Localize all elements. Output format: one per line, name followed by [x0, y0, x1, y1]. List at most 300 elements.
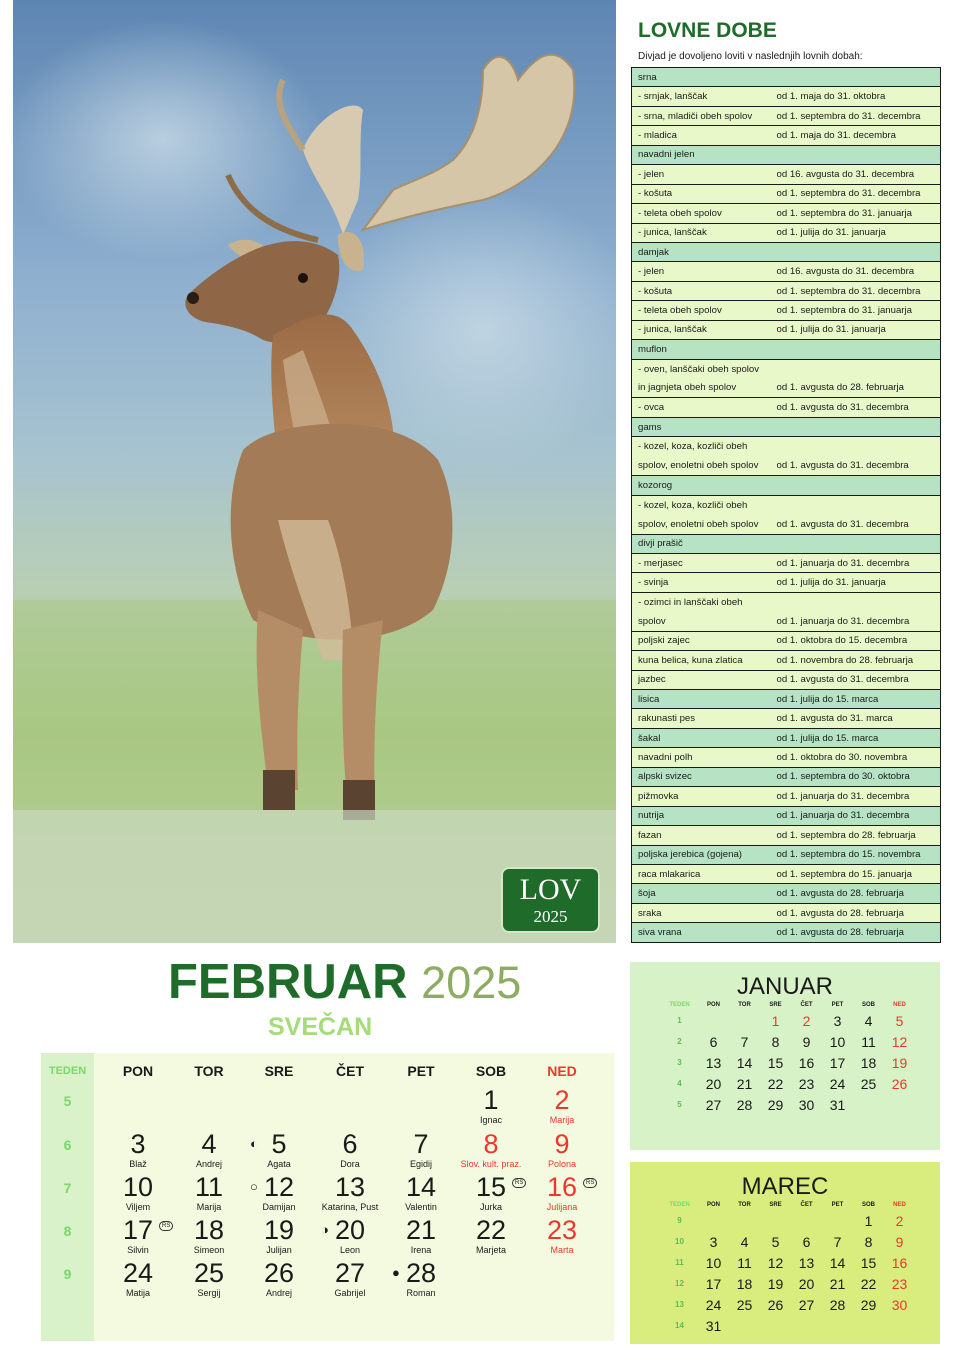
- mini-week-row: [661, 1252, 915, 1273]
- mini-day: 21: [829, 1275, 846, 1292]
- calendar-day: [315, 1172, 385, 1212]
- season-row: [632, 417, 941, 436]
- mini-day: [853, 1315, 884, 1336]
- season-row: [632, 242, 941, 261]
- calendar-day: [527, 1215, 597, 1255]
- name-day: Jurka: [479, 1202, 502, 1212]
- season-species: šakal: [632, 728, 771, 747]
- name-day: Silvin: [127, 1245, 149, 1255]
- season-row: [632, 262, 941, 281]
- season-row: [632, 709, 941, 728]
- season-species: siva vrana: [632, 923, 771, 942]
- mini-day: 3: [709, 1233, 718, 1250]
- mini-day: [698, 1210, 729, 1231]
- mini-week-row: [661, 1073, 915, 1094]
- mini-day: [822, 1315, 853, 1336]
- mini-day: 2: [802, 1012, 811, 1029]
- season-species: - svinja: [632, 573, 771, 592]
- mini-day: 14: [736, 1054, 753, 1071]
- season-row: [632, 320, 941, 339]
- season-period: [771, 417, 941, 436]
- badge-title: LOV: [519, 873, 582, 906]
- mini-day: 1: [864, 1212, 873, 1229]
- name-day: Ignac: [479, 1115, 503, 1125]
- season-species: fazan: [632, 826, 771, 845]
- season-species: - srnjak, lanščak: [632, 87, 771, 106]
- season-period: od 1. julija do 31. januarja: [771, 320, 941, 339]
- season-period: od 1. septembra do 31. decembra: [771, 106, 941, 125]
- season-species: muflon: [632, 340, 771, 359]
- name-day: Julijana: [546, 1202, 578, 1212]
- season-row: [632, 612, 941, 631]
- mini-weekday-header: PET: [831, 1002, 844, 1008]
- season-species: - oven, lanščaki obeh spolov: [632, 359, 771, 378]
- mini-day: 10: [705, 1254, 722, 1271]
- badge-year: 2025: [533, 907, 568, 926]
- january-calendar: [630, 962, 940, 1150]
- season-row: [632, 281, 941, 300]
- mini-day: [729, 1315, 760, 1336]
- mini-weekday-header: TEDEN: [669, 1002, 690, 1008]
- name-day: Marjeta: [475, 1245, 506, 1255]
- name-day: Marta: [550, 1245, 574, 1255]
- day-number: 18: [193, 1215, 225, 1245]
- day-number: 7: [413, 1129, 429, 1159]
- season-period: od 1. avgusta do 31. decembra: [771, 515, 941, 534]
- season-row: [632, 884, 941, 903]
- day-number: 17: [122, 1215, 154, 1245]
- mini-day: [822, 1210, 853, 1231]
- january-grid: [661, 1000, 915, 1115]
- name-day: Julijan: [266, 1245, 292, 1255]
- season-species: šoja: [632, 884, 771, 903]
- weekday-header: TOR: [194, 1063, 224, 1079]
- season-period: [771, 359, 941, 378]
- mini-day: 1: [771, 1012, 780, 1029]
- mini-day: 28: [829, 1296, 846, 1313]
- season-species: - srna, mladiči obeh spolov: [632, 106, 771, 125]
- day-number: 16: [546, 1172, 578, 1202]
- season-species: pižmovka: [632, 787, 771, 806]
- season-species: - kozel, koza, kozliči obeh: [632, 437, 771, 456]
- mini-week-number: 4: [677, 1079, 682, 1088]
- calendar-day: [174, 1215, 244, 1255]
- season-period: [771, 437, 941, 456]
- season-species: rakunasti pes: [632, 709, 771, 728]
- day-number: 28: [405, 1258, 437, 1288]
- calendar-day: [103, 1258, 173, 1298]
- season-period: [771, 145, 941, 164]
- weekday-header: SRE: [264, 1063, 294, 1079]
- mini-weekday-header: ČET: [800, 1202, 813, 1208]
- calendar-day: [103, 1129, 173, 1169]
- season-period: od 1. septembra do 31. decembra: [771, 281, 941, 300]
- season-species: - teleta obeh spolov: [632, 204, 771, 223]
- season-row: [632, 651, 941, 670]
- mini-day: 16: [798, 1054, 815, 1071]
- mini-day: 23: [798, 1075, 815, 1092]
- season-species: raca mlakarica: [632, 864, 771, 883]
- seasons-intro: Divjad je dovoljeno loviti v naslednjih lovnih dobah:: [638, 51, 863, 62]
- season-period: od 1. julija do 15. marca: [771, 728, 941, 747]
- mini-day: [791, 1210, 822, 1231]
- mini-week-number: 1: [677, 1016, 682, 1025]
- season-row: [632, 767, 941, 786]
- day-number: 13: [334, 1172, 366, 1202]
- season-period: [771, 495, 941, 514]
- mini-day: 17: [705, 1275, 722, 1292]
- day-number: 5: [271, 1129, 287, 1159]
- calendar-day: [386, 1129, 456, 1169]
- name-day: Slov. kult. praz.: [460, 1159, 522, 1169]
- week-number: 5: [63, 1093, 72, 1109]
- name-day: Marija: [549, 1115, 575, 1125]
- season-period: od 1. septembra do 15. januarja: [771, 864, 941, 883]
- season-period: od 1. septembra do 15. novembra: [771, 845, 941, 864]
- day-number: 3: [130, 1129, 146, 1159]
- mini-week-row: [661, 1294, 915, 1315]
- season-row: [632, 87, 941, 106]
- march-title: MAREC: [741, 1173, 829, 1200]
- weekday-header: PON: [122, 1063, 154, 1079]
- season-species: - jelen: [632, 165, 771, 184]
- mini-day: 12: [891, 1033, 908, 1050]
- calendar-day: [244, 1172, 314, 1212]
- mini-day: 16: [891, 1254, 908, 1271]
- mini-day: 20: [705, 1075, 722, 1092]
- season-period: [771, 340, 941, 359]
- season-row: [632, 301, 941, 320]
- mini-day: 22: [860, 1275, 877, 1292]
- season-species: jazbec: [632, 670, 771, 689]
- season-period: od 1. avgusta do 28. februarja: [771, 903, 941, 922]
- season-period: [771, 476, 941, 495]
- day-number: 4: [201, 1129, 217, 1159]
- mini-day: 15: [860, 1254, 877, 1271]
- mini-week-row: [661, 1094, 915, 1115]
- rs-badge: RS: [159, 1221, 173, 1231]
- calendar-day: [386, 1258, 456, 1298]
- mini-day: [760, 1210, 791, 1231]
- day-number: 26: [263, 1258, 295, 1288]
- mini-day: 5: [895, 1012, 904, 1029]
- seasons-title: LOVNE DOBE: [638, 19, 777, 42]
- mini-day: 26: [767, 1296, 784, 1313]
- weekday-header: TEDEN: [48, 1065, 87, 1077]
- season-period: [771, 68, 941, 87]
- season-period: od 1. avgusta do 31. marca: [771, 709, 941, 728]
- season-period: od 1. avgusta do 28. februarja: [771, 884, 941, 903]
- season-row: [632, 184, 941, 203]
- season-row: [632, 592, 941, 611]
- mini-day: 18: [860, 1054, 877, 1071]
- season-period: od 1. januarja do 31. decembra: [771, 806, 941, 825]
- month-title: [168, 954, 521, 1010]
- mini-day: [884, 1094, 915, 1115]
- mini-week-number: 10: [675, 1237, 684, 1246]
- mini-day: 7: [833, 1233, 842, 1250]
- mini-day: [729, 1210, 760, 1231]
- mini-day: [791, 1315, 822, 1336]
- calendar-day: [174, 1258, 244, 1298]
- calendar-day: [527, 1085, 597, 1125]
- season-species: - merjasec: [632, 553, 771, 572]
- mini-week-row: [661, 1231, 915, 1252]
- season-row: [632, 476, 941, 495]
- season-species: srna: [632, 68, 771, 87]
- moon-phase-icon: ◐: [250, 1136, 258, 1151]
- mini-day: 3: [833, 1012, 842, 1029]
- season-period: od 1. septembra do 30. oktobra: [771, 767, 941, 786]
- mini-day: 31: [829, 1096, 846, 1113]
- mini-day: 25: [736, 1296, 753, 1313]
- mini-weekday-header: SRE: [769, 1202, 782, 1208]
- season-row: [632, 903, 941, 922]
- name-day: Viljem: [125, 1202, 151, 1212]
- mini-day: 2: [895, 1212, 904, 1229]
- day-number: 19: [263, 1215, 295, 1245]
- february-calendar: [41, 1053, 614, 1341]
- season-period: [771, 534, 941, 553]
- month-name: FEBRUAR: [168, 955, 408, 1009]
- name-day: Damijan: [262, 1202, 296, 1212]
- name-day: Sergij: [197, 1288, 221, 1298]
- day-number: 23: [546, 1215, 578, 1245]
- mini-weekday-header: SOB: [861, 1002, 875, 1008]
- rs-badge: RS: [512, 1178, 526, 1188]
- name-day: Gabrijel: [334, 1288, 366, 1298]
- day-number: 10: [122, 1172, 154, 1202]
- name-day: Marija: [196, 1202, 222, 1212]
- season-period: od 1. avgusta do 28. februarja: [771, 379, 941, 398]
- mini-day: 25: [860, 1075, 877, 1092]
- season-period: od 1. septembra do 31. januarja: [771, 301, 941, 320]
- name-day: Andrej: [195, 1159, 222, 1169]
- season-species: - košuta: [632, 281, 771, 300]
- season-species: kozorog: [632, 476, 771, 495]
- mini-week-number: 9: [677, 1216, 682, 1225]
- name-day: Katarina, Pust: [321, 1202, 379, 1212]
- season-species: nutrija: [632, 806, 771, 825]
- season-period: od 1. septembra do 31. januarja: [771, 204, 941, 223]
- season-species: spolov: [632, 612, 771, 631]
- march-grid: [661, 1200, 915, 1336]
- mini-day: 11: [737, 1254, 752, 1271]
- day-number: 21: [405, 1215, 437, 1245]
- season-species: - jelen: [632, 262, 771, 281]
- season-period: od 1. avgusta do 31. decembra: [771, 670, 941, 689]
- deer-photo: [13, 0, 616, 943]
- season-species: - junica, lanščak: [632, 223, 771, 242]
- mini-day: 6: [709, 1033, 718, 1050]
- season-species: - teleta obeh spolov: [632, 301, 771, 320]
- mini-day: 10: [829, 1033, 846, 1050]
- name-day: Agata: [267, 1159, 291, 1169]
- season-row: [632, 845, 941, 864]
- season-species: - mladica: [632, 126, 771, 145]
- name-day: Dora: [340, 1159, 360, 1169]
- season-species: navadni polh: [632, 748, 771, 767]
- mini-day: 27: [705, 1096, 722, 1113]
- mini-day: [760, 1315, 791, 1336]
- day-number: 9: [554, 1129, 570, 1159]
- season-species: kuna belica, kuna zlatica: [632, 651, 771, 670]
- mini-day: 9: [802, 1033, 811, 1050]
- season-species: - kozel, koza, kozliči obeh: [632, 495, 771, 514]
- season-period: od 1. novembra do 28. februarja: [771, 651, 941, 670]
- season-species: - ovca: [632, 398, 771, 417]
- mini-day: 15: [767, 1054, 784, 1071]
- calendar-day: [315, 1258, 385, 1298]
- march-calendar: [630, 1162, 940, 1344]
- mini-week-row: [661, 1273, 915, 1294]
- mini-week-number: 11: [675, 1258, 684, 1267]
- season-period: od 1. avgusta do 31. decembra: [771, 456, 941, 475]
- season-species: sraka: [632, 903, 771, 922]
- week-number: 8: [63, 1223, 72, 1239]
- season-row: [632, 690, 941, 709]
- season-species: damjak: [632, 242, 771, 261]
- season-species: poljska jerebica (gojena): [632, 845, 771, 864]
- mini-week-row: [661, 1010, 915, 1031]
- mini-day: 20: [798, 1275, 815, 1292]
- season-row: [632, 68, 941, 87]
- mini-weekday-header: SOB: [861, 1202, 875, 1208]
- season-row: [632, 923, 941, 942]
- season-row: [632, 359, 941, 378]
- mini-weekday-header: PET: [831, 1202, 844, 1208]
- mini-day: 4: [864, 1012, 873, 1029]
- season-species: - košuta: [632, 184, 771, 203]
- season-period: od 1. avgusta do 28. februarja: [771, 923, 941, 942]
- season-period: od 1. maja do 31. decembra: [771, 126, 941, 145]
- season-row: [632, 806, 941, 825]
- calendar-day: [103, 1172, 173, 1212]
- calendar-day: [456, 1129, 526, 1169]
- day-number: 24: [122, 1258, 154, 1288]
- mini-day: 21: [736, 1075, 753, 1092]
- calendar-day: [315, 1129, 385, 1169]
- mini-weekday-header: TEDEN: [669, 1202, 690, 1208]
- season-period: od 16. avgusta do 31. decembra: [771, 165, 941, 184]
- mini-weekday-header: PON: [706, 1202, 720, 1208]
- season-period: od 1. januarja do 31. decembra: [771, 787, 941, 806]
- weekday-header: PET: [407, 1063, 435, 1079]
- mini-week-number: 14: [675, 1321, 684, 1330]
- calendar-day: [103, 1215, 173, 1255]
- season-period: od 16. avgusta do 31. decembra: [771, 262, 941, 281]
- mini-day: 17: [829, 1054, 846, 1071]
- season-period: od 1. septembra do 31. decembra: [771, 184, 941, 203]
- mini-day: 8: [771, 1033, 780, 1050]
- mini-day: 19: [891, 1054, 908, 1071]
- season-row: [632, 631, 941, 650]
- mini-day: 31: [705, 1317, 722, 1334]
- mini-day: 6: [802, 1233, 811, 1250]
- mini-week-row: [661, 1315, 915, 1336]
- mini-day: 8: [864, 1233, 873, 1250]
- name-day: Irena: [410, 1245, 432, 1255]
- calendar-day: [244, 1258, 314, 1298]
- season-species: spolov, enoletni obeh spolov: [632, 456, 771, 475]
- calendar-day: [456, 1172, 526, 1212]
- season-row: [632, 787, 941, 806]
- day-number: 25: [193, 1258, 225, 1288]
- season-period: od 1. oktobra do 15. decembra: [771, 631, 941, 650]
- season-row: [632, 340, 941, 359]
- name-day: Blaž: [129, 1159, 147, 1169]
- season-row: [632, 573, 941, 592]
- mini-day: 29: [767, 1096, 784, 1113]
- day-number: 12: [263, 1172, 295, 1202]
- rs-badge: RS: [583, 1178, 597, 1188]
- season-period: [771, 592, 941, 611]
- season-period: od 1. julija do 15. marca: [771, 690, 941, 709]
- calendar-day: [174, 1172, 244, 1212]
- mini-weekday-header: NED: [893, 1002, 906, 1008]
- season-species: lisica: [632, 690, 771, 709]
- day-number: 6: [342, 1129, 358, 1159]
- season-row: [632, 495, 941, 514]
- mini-week-row: [661, 1052, 915, 1073]
- season-period: od 1. januarja do 31. decembra: [771, 553, 941, 572]
- name-day: Matija: [125, 1288, 150, 1298]
- season-species: divji prašič: [632, 534, 771, 553]
- season-row: [632, 126, 941, 145]
- season-row: [632, 204, 941, 223]
- mini-day: 30: [798, 1096, 815, 1113]
- name-day: Polona: [547, 1159, 577, 1169]
- mini-week-number: 2: [677, 1037, 682, 1046]
- calendar-day: [386, 1172, 456, 1212]
- day-number: 2: [554, 1085, 570, 1115]
- season-species: spolov, enoletni obeh spolov: [632, 515, 771, 534]
- season-row: [632, 145, 941, 164]
- season-row: [632, 534, 941, 553]
- season-row: [632, 826, 941, 845]
- calendar-day: [527, 1172, 597, 1212]
- season-row: [632, 379, 941, 398]
- name-day: Egidij: [409, 1159, 432, 1169]
- mini-day: 27: [798, 1296, 815, 1313]
- mini-day: 18: [736, 1275, 753, 1292]
- season-period: od 1. septembra do 28. februarja: [771, 826, 941, 845]
- calendar-day: [315, 1215, 385, 1255]
- calendar-day: [244, 1129, 314, 1169]
- mini-week-number: 12: [675, 1279, 684, 1288]
- week-number: 6: [63, 1137, 72, 1153]
- january-title: JANUAR: [736, 973, 833, 1000]
- mini-day: 4: [740, 1233, 749, 1250]
- calendar-day: [244, 1215, 314, 1255]
- mini-day: [884, 1315, 915, 1336]
- name-day: Valentin: [405, 1202, 437, 1212]
- lov-badge: [501, 867, 600, 933]
- calendar-day: [386, 1215, 456, 1255]
- mini-weekday-header: NED: [893, 1202, 906, 1208]
- mini-day: 30: [891, 1296, 908, 1313]
- mini-weekday-header: ČET: [800, 1002, 813, 1008]
- fallow-deer-illustration: [13, 0, 616, 943]
- weekday-header: SOB: [475, 1063, 507, 1079]
- mini-day: 24: [705, 1296, 722, 1313]
- mini-day: [698, 1010, 729, 1031]
- week-number: 7: [63, 1180, 72, 1196]
- mini-week-number: 3: [677, 1058, 682, 1067]
- day-number: 8: [483, 1129, 499, 1159]
- moon-phase-icon: ◑: [321, 1222, 329, 1237]
- day-number: 27: [334, 1258, 366, 1288]
